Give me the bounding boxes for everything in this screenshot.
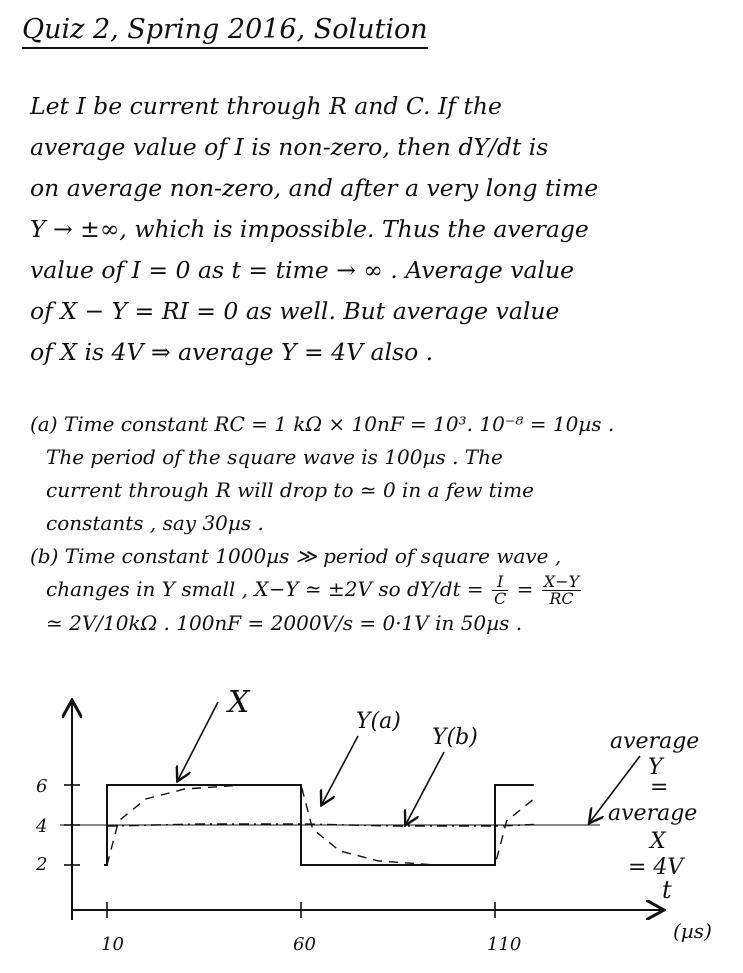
tick-marks — [64, 785, 495, 918]
x-tick-label: 60 — [293, 934, 316, 955]
intro-line: average value of I is non-zero, then dY/dt is — [30, 133, 549, 161]
part-a-line: constants , say 30µs . — [46, 511, 264, 535]
fraction-numerator: I — [492, 574, 508, 591]
x-axis-unit: (µs) — [673, 919, 712, 943]
fraction-xy-over-rc — [542, 574, 581, 607]
arrow-x — [178, 702, 218, 780]
part-a-line: The period of the square wave is 100µs . The — [46, 445, 503, 469]
part-b-line: ≃ 2V/10kΩ . 100nF = 2000V/s = 0·1V in 50µs . — [46, 611, 523, 635]
fraction-numerator: X−Y — [543, 572, 580, 591]
answers-block — [30, 408, 720, 640]
avg-note: = 4V — [628, 855, 684, 880]
intro-line: Y → ±∞, which is impossible. Thus the average — [30, 215, 589, 243]
arrow-y-a — [322, 736, 358, 804]
intro-line: value of I = 0 as t = time → ∞ . Average value — [30, 256, 575, 284]
intro-paragraph — [30, 86, 720, 373]
intro-line: on average non-zero, and after a very long time — [30, 174, 599, 202]
fraction-denominator: C — [494, 589, 507, 608]
y-tick-label: 6 — [36, 776, 48, 797]
series-layer — [60, 785, 600, 865]
label-y-a: Y(a) — [356, 709, 401, 734]
label-x: X — [228, 685, 250, 720]
waveform-graph — [0, 680, 743, 973]
x-tick-label: 110 — [487, 934, 522, 955]
avg-note: average — [610, 729, 700, 754]
label-y-b: Y(b) — [432, 725, 478, 750]
part-b-text: changes in Y small , X−Y ≃ ±2V so dY/dt = — [46, 577, 484, 601]
y-tick-label: 2 — [36, 854, 48, 875]
avg-note: = — [650, 775, 669, 800]
part-b-line: (b) Time constant 1000µs ≫ period of square wave , — [30, 544, 562, 568]
arrow-y-b — [406, 752, 444, 824]
part-a-line: (a) Time constant RC = 1 kΩ × 10nF = 10³. 10⁻⁸ = 10µs . — [30, 412, 615, 436]
part-b-line — [30, 573, 720, 607]
avg-note: X — [650, 829, 666, 854]
page-title: Quiz 2, Spring 2016, Solution — [22, 14, 428, 49]
t-axis-label: t — [662, 876, 672, 904]
intro-line: Let I be current through R and C. If the — [30, 92, 502, 120]
part-a-line: current through R will drop to ≃ 0 in a few time — [46, 478, 534, 502]
intro-line: of X − Y = RI = 0 as well. But average value — [30, 297, 560, 325]
equals-sign: = — [516, 577, 534, 601]
x-tick-label: 10 — [101, 934, 124, 955]
y-tick-label: 4 — [36, 816, 48, 837]
avg-note: average — [608, 801, 698, 826]
avg-note: Y — [648, 755, 663, 780]
fraction-i-over-c — [492, 574, 508, 607]
intro-line: of X is 4V ⇒ average Y = 4V also . — [30, 338, 434, 366]
fraction-denominator: RC — [549, 589, 574, 608]
